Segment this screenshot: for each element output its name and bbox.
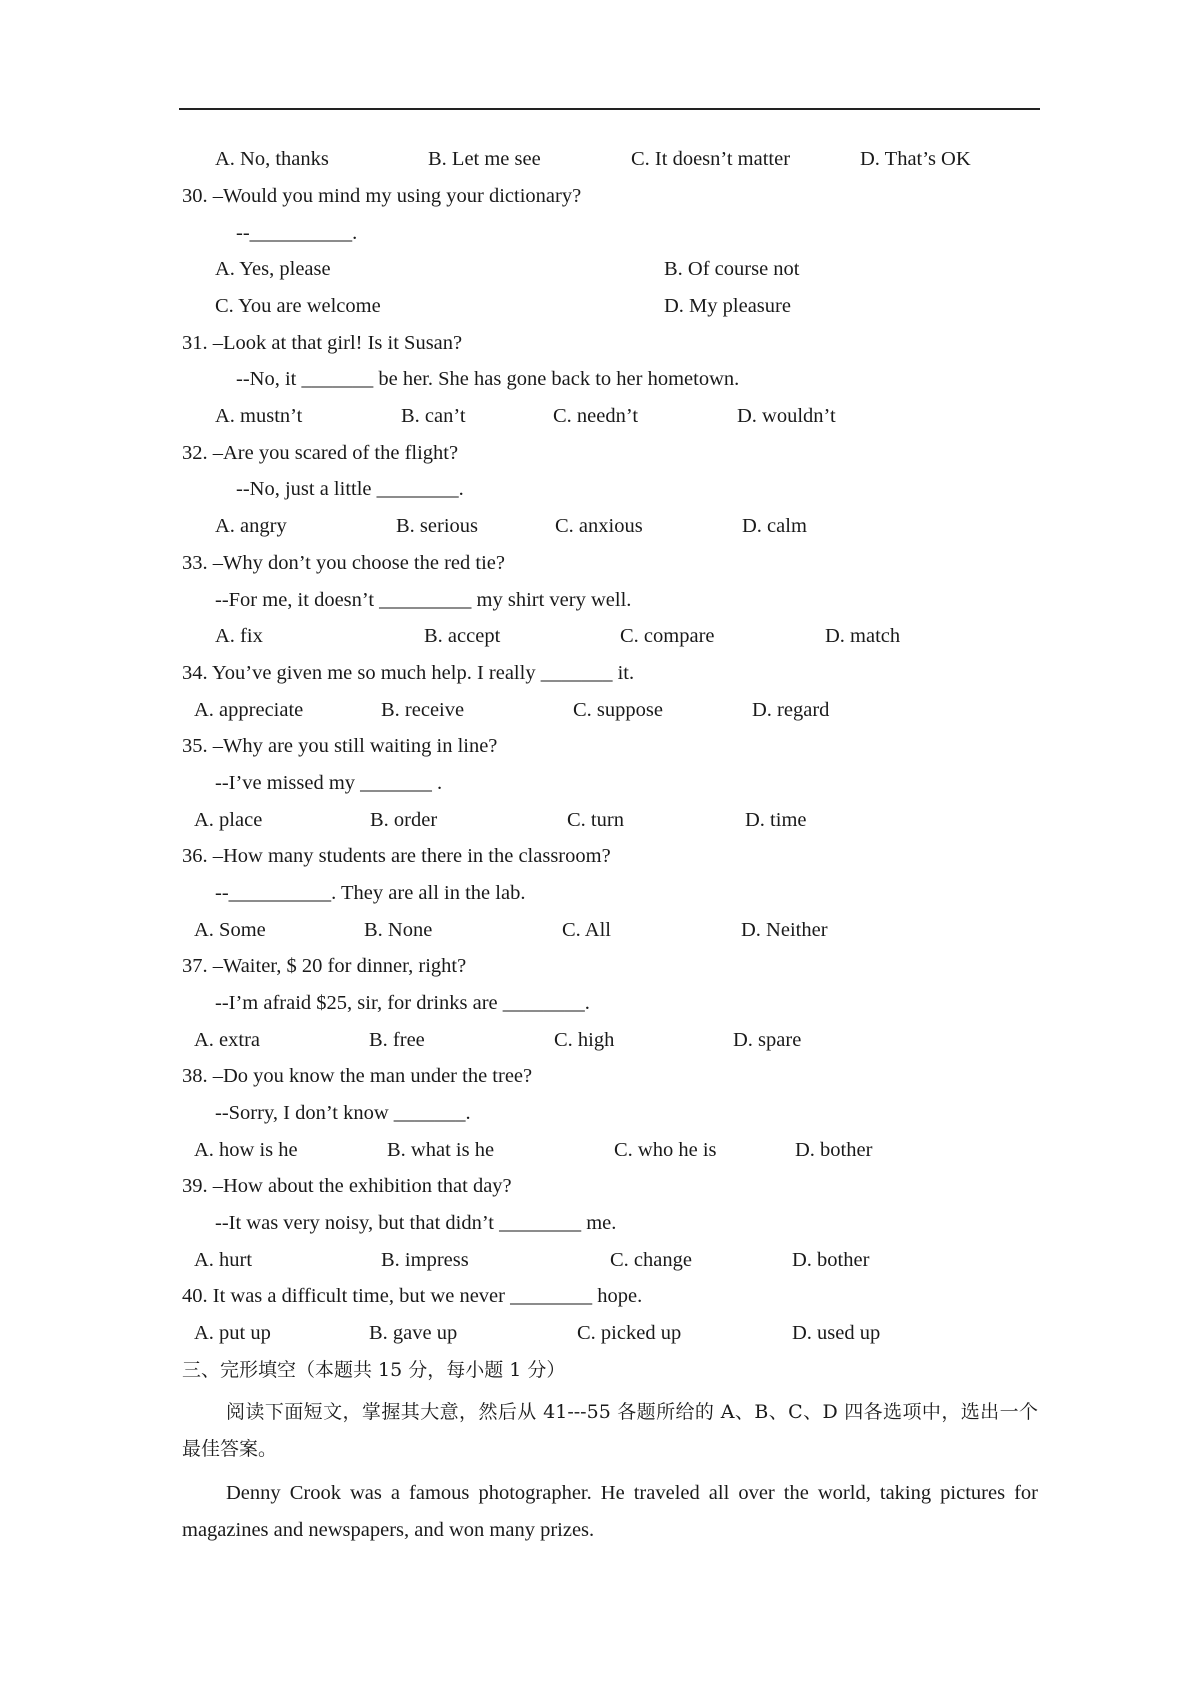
option-a: A. Yes, please xyxy=(215,258,331,280)
passage-paragraph: Denny Crook was a famous photographer. He traveled all over the world, taking pictures for magazines and newspapers, and won many prizes. xyxy=(182,1482,1038,1541)
option-b: B. Let me see xyxy=(428,148,541,170)
option-d: D. Neither xyxy=(741,919,828,941)
option-a: A. fix xyxy=(215,625,263,647)
option-d: D. wouldn’t xyxy=(737,405,836,427)
option-b: B. impress xyxy=(381,1249,469,1271)
option-c: C. who he is xyxy=(614,1139,717,1161)
option-d: D. time xyxy=(745,809,807,831)
option-d: D. regard xyxy=(752,699,830,721)
question-reply: --__________. xyxy=(236,222,358,244)
option-d: D. That’s OK xyxy=(860,148,971,170)
option-a: A. appreciate xyxy=(194,699,304,721)
option-a: A. how is he xyxy=(194,1139,298,1161)
option-b: B. can’t xyxy=(401,405,466,427)
question-reply: --No, it _______ be her. She has gone back to her hometown. xyxy=(236,368,740,390)
question-reply: --No, just a little ________. xyxy=(236,478,464,500)
question-reply: --Sorry, I don’t know _______. xyxy=(215,1102,471,1124)
question-stem: 39. –How about the exhibition that day? xyxy=(182,1175,512,1197)
question-stem: 35. –Why are you still waiting in line? xyxy=(182,735,498,757)
option-b: B. accept xyxy=(424,625,501,647)
question-reply: --For me, it doesn’t _________ my shirt very well. xyxy=(215,589,632,611)
option-b: B. receive xyxy=(381,699,465,721)
option-a: A. extra xyxy=(194,1029,261,1051)
option-b: B. what is he xyxy=(387,1139,495,1161)
option-d: D. calm xyxy=(742,515,807,537)
option-c: C. change xyxy=(610,1249,692,1271)
question-reply: --It was very noisy, but that didn’t ________ me. xyxy=(215,1212,617,1234)
section-instruction: 阅读下面短文，掌握其大意，然后从 41---55 各题所给的 A、B、C、D 四各选项中，选出一个最佳答案。 xyxy=(182,1401,1038,1460)
option-c: C. suppose xyxy=(573,699,663,721)
section-heading: 三、完形填空（本题共 15 分，每小题 1 分） xyxy=(182,1359,566,1381)
option-d: D. match xyxy=(825,625,901,647)
option-b: B. order xyxy=(370,809,438,831)
question-stem: 33. –Why don’t you choose the red tie? xyxy=(182,552,505,574)
option-c: C. high xyxy=(554,1029,615,1051)
question-stem: 37. –Waiter, $ 20 for dinner, right? xyxy=(182,955,467,977)
option-a: A. mustn’t xyxy=(215,405,303,427)
option-a: A. No, thanks xyxy=(215,148,329,170)
option-a: A. put up xyxy=(194,1322,271,1344)
header-rule xyxy=(179,108,1040,110)
option-c: C. It doesn’t matter xyxy=(631,148,791,170)
question-stem: 36. –How many students are there in the classroom? xyxy=(182,845,611,867)
option-d: D. bother xyxy=(795,1139,873,1161)
option-b: B. None xyxy=(364,919,433,941)
option-c: C. compare xyxy=(620,625,715,647)
option-d: D. used up xyxy=(792,1322,881,1344)
question-stem: 40. It was a difficult time, but we never ________ hope. xyxy=(182,1285,643,1307)
option-c: C. anxious xyxy=(555,515,643,537)
option-c: C. needn’t xyxy=(553,405,639,427)
option-a: A. place xyxy=(194,809,263,831)
option-c: C. All xyxy=(562,919,611,941)
option-c: C. picked up xyxy=(577,1322,682,1344)
option-d: D. spare xyxy=(733,1029,802,1051)
question-reply: --I’m afraid $25, sir, for drinks are ________. xyxy=(215,992,590,1014)
option-a: A. Some xyxy=(194,919,266,941)
question-stem: 32. –Are you scared of the flight? xyxy=(182,442,459,464)
option-b: B. Of course not xyxy=(664,258,800,280)
option-a: A. hurt xyxy=(194,1249,253,1271)
option-b: B. free xyxy=(369,1029,425,1051)
question-reply: --__________. They are all in the lab. xyxy=(215,882,526,904)
option-d: D. bother xyxy=(792,1249,870,1271)
option-c: C. You are welcome xyxy=(215,295,381,317)
option-c: C. turn xyxy=(567,809,624,831)
option-a: A. angry xyxy=(215,515,287,537)
question-reply: --I’ve missed my _______ . xyxy=(215,772,443,794)
option-b: B. serious xyxy=(396,515,478,537)
question-stem: 30. –Would you mind my using your dictionary? xyxy=(182,185,582,207)
option-d: D. My pleasure xyxy=(664,295,791,317)
question-stem: 31. –Look at that girl! Is it Susan? xyxy=(182,332,463,354)
option-b: B. gave up xyxy=(369,1322,458,1344)
question-stem: 34. You’ve given me so much help. I really _______ it. xyxy=(182,662,635,684)
question-stem: 38. –Do you know the man under the tree? xyxy=(182,1065,533,1087)
